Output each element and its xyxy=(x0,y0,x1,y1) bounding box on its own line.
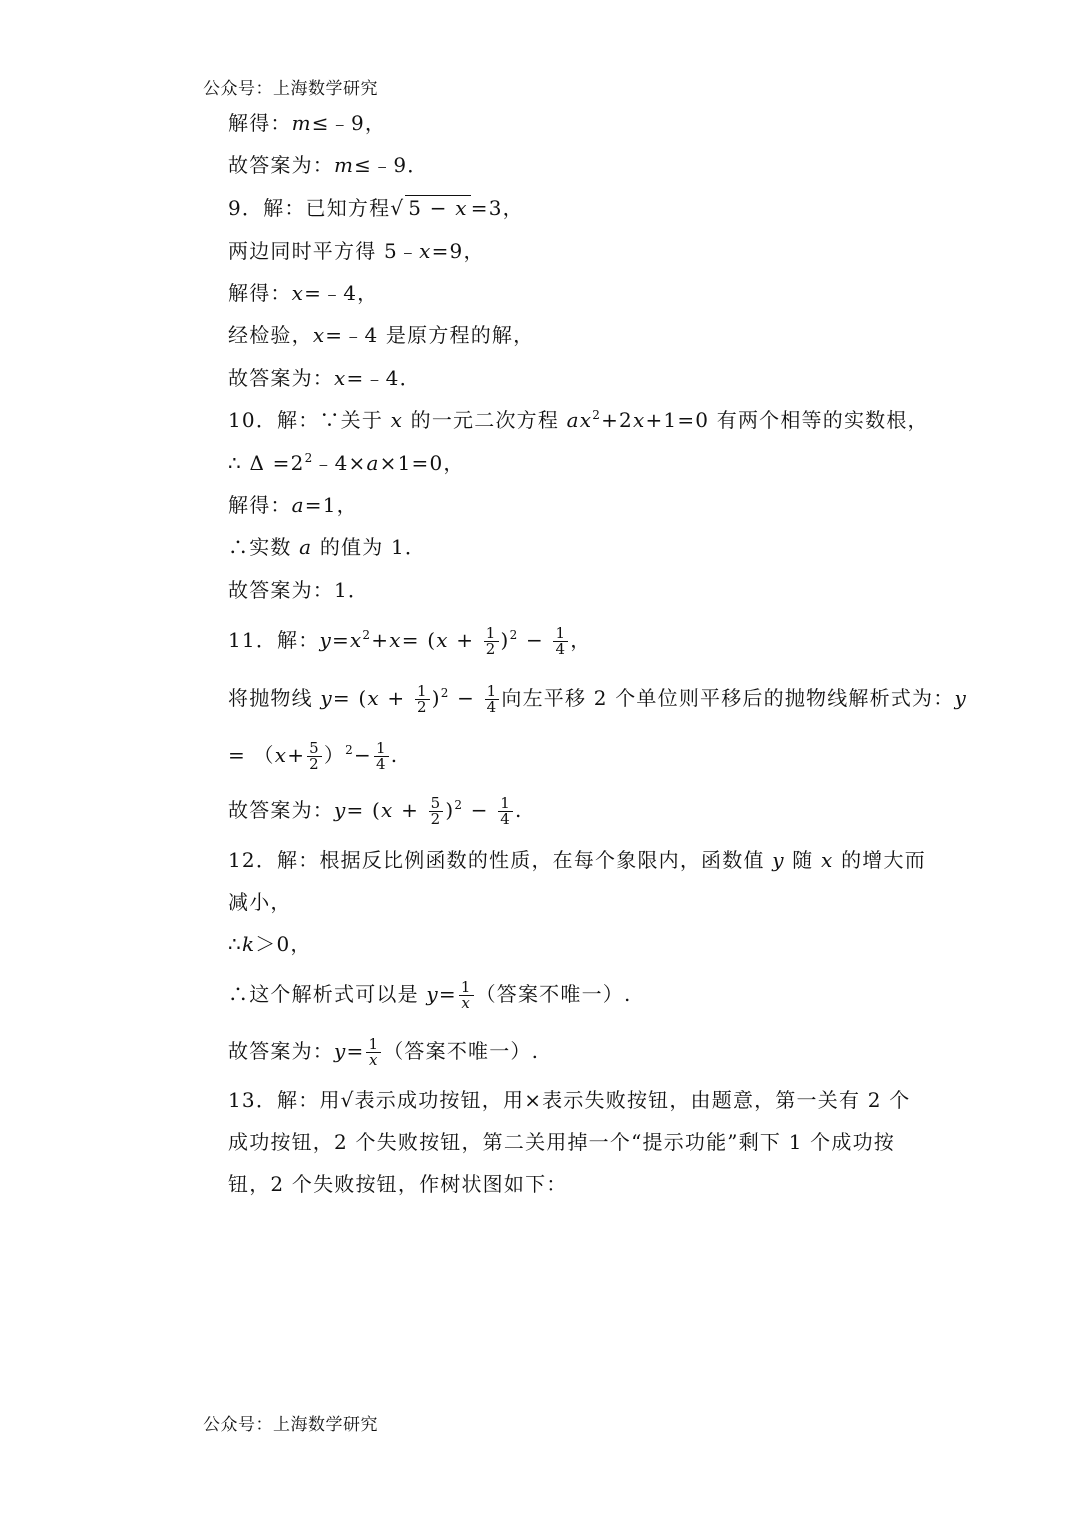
page-footer: 公众号：上海数学研究 xyxy=(203,1415,378,1435)
text-line-21b: 成功按钮，2 个失败按钮，第二关用掉一个“提示功能”剩下 1 个成功按 xyxy=(228,1130,895,1154)
text-line-20: 故答案为：y= $\frac{1}{x}$ （答案不唯一）. xyxy=(228,1035,540,1069)
text-line-8: 10．解：∵关于 x 的一元二次方程 $ax^2+2x+1=0$ 有两个相等的实数根， xyxy=(228,408,929,432)
text-line-14: 将抛物线 y= (x + $\frac{1}{2}$ )$^2$ − $\frac{1}{4}$ 向左平移 2 个单位则平移后的抛物线解析式为：y xyxy=(228,682,967,716)
text-line-11: ∴实数 a 的值为 1． xyxy=(228,535,427,559)
text-line-4: 两边同时平方得 5﹣x=9， xyxy=(228,239,485,263)
text-line-5: 解得：x=﹣4， xyxy=(228,281,379,305)
text-line-2: 故答案为：m≤﹣9． xyxy=(228,153,429,177)
text-line-18: ∴k＞0， xyxy=(228,932,312,956)
text-line-1: 解得：m≤﹣9， xyxy=(228,111,387,135)
text-line-15: = （x+ $\frac{5}{2}$ ）$^2$− $\frac{1}{4}$ . xyxy=(228,739,399,773)
text-line-13: 11．解：$y=x^2+x= (x$ + $\frac{1}{2}$ )$^2$ − $\frac{1}{4}$ ， xyxy=(228,624,592,658)
page-header: 公众号：上海数学研究 xyxy=(203,79,378,99)
text-line-16: 故答案为：y= (x + $\frac{5}{2}$ )$^2$ − $\frac{1}{4}$ . xyxy=(228,794,523,828)
text-line-21c: 钮，2 个失败按钮，作树状图如下： xyxy=(228,1172,568,1196)
text-line-7: 故答案为：x=﹣4． xyxy=(228,366,421,390)
text-line-10: 解得：a=1， xyxy=(228,493,358,517)
text-line-17b: 减小， xyxy=(228,890,292,914)
text-line-19: ∴这个解析式可以是 y= $\frac{1}{x}$ （答案不唯一）. xyxy=(228,978,632,1012)
text-line-6: 经检验，x=﹣4 是原方程的解， xyxy=(228,323,535,347)
text-line-3: 9．解：已知方程√ 5 − x =3， xyxy=(228,196,524,220)
text-line-9: ∴ $\Delta =2^2﹣4\times a\times 1=0$， xyxy=(228,451,465,475)
text-line-17: 12．解：根据反比例函数的性质，在每个象限内，函数值 y 随 x 的增大而 xyxy=(228,848,926,872)
text-line-21a: 13．解：用√表示成功按钮，用×表示失败按钮，由题意，第一关有 2 个 xyxy=(228,1088,911,1112)
text-line-12: 故答案为：1． xyxy=(228,578,370,602)
